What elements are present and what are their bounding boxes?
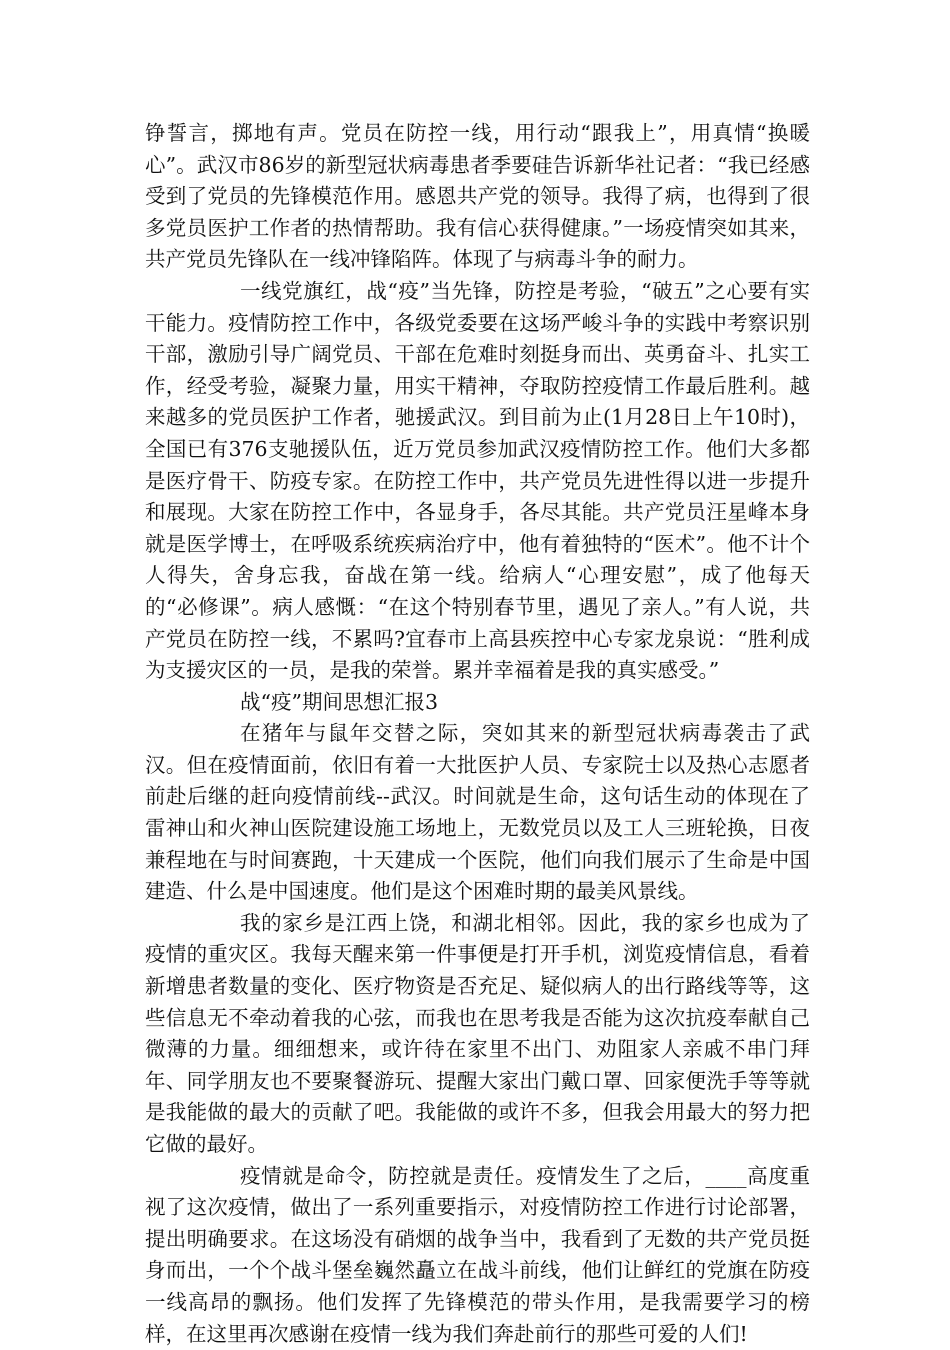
paragraph-frontline-party-flag: 一线党旗红，战“疫”当先锋，防控是考验，“破五”之心要有实干能力。疫情防控工作中，各级党委要在这场严峻斗争的实践中考察识别干部，激励引导广阔党员、干部在危难时刻挺身而出、英勇奋斗、扎实工作，经受考验，凝聚力量，用实干精神，夺取防控疫情工作最后胜利。越来越多的党员医护工作者，驰援武汉。到目前为止(1月28日上午10时)，全国已有376支驰援队伍，近万党员参加武汉疫情防控工作。他们大多都是医疗骨干、防疫专家。在防控工作中，共产党员先进性得以进一步提升和展现。大家在防控工作中，各显身手，各尽其能。共产党员汪星峰本身就是医学博士，在呼吸系统疾病治疗中，他有着独特的“医术”。他不计个人得失，舍身忘我，奋战在第一线。给病人“心理安慰”，成了他每天的“必修课”。病人感慨：“在这个特别春节里，遇见了亲人。”有人说，共产党员在防控一线，不累吗?宜春市上高县疾控中心专家龙泉说：“胜利成为支援灾区的一员，是我的荣誉。累并幸福着是我的真实感受。”	[145, 278, 810, 683]
paragraph-epidemic-command: 疫情就是命令，防控就是责任。疫情发生了之后，____高度重视了这次疫情，做出了一系列重要指示，对疫情防控工作进行讨论部署，提出明确要求。在这场没有硝烟的战争当中，我看到了无数的共产党员挺身而出，一个个战斗堡垒巍然矗立在战斗前线，他们让鲜红的党旗在防疫一线高昂的飘扬。他们发挥了先锋模范的带头作用，是我需要学习的榜样，在这里再次感谢在疫情一线为我们奔赴前行的那些可爱的人们!	[145, 1163, 810, 1346]
paragraph-continued: 铮誓言，掷地有声。党员在防控一线，用行动“跟我上”，用真情“换暖心”。武汉市86岁的新型冠状病毒患者季要硅告诉新华社记者：“我已经感受到了党员的先锋模范作用。感恩共产党的领导。我得了病，也得到了很多党员医护工作者的热情帮助。我有信心获得健康。”一场疫情突如其来，共产党员先锋队在一线冲锋陷阵。体现了与病毒斗争的耐力。	[145, 121, 810, 272]
document-body	[145, 118, 810, 1350]
paragraph-wuhan-outbreak: 在猪年与鼠年交替之际，突如其来的新型冠状病毒袭击了武汉。但在疫情面前，依旧有着一大批医护人员、专家院士以及热心志愿者前赴后继的赶向疫情前线--武汉。时间就是生命，这句话生动的体现在了雷神山和火神山医院建设施工场地上，无数党员以及工人三班轮换，日夜兼程地在与时间赛跑，十天建成一个医院，他们向我们展示了生命是中国建造、什么是中国速度。他们是这个困难时期的最美风景线。	[145, 721, 810, 904]
section-heading: 战“疫”期间思想汇报3	[240, 689, 439, 714]
paragraph-hometown: 我的家乡是江西上饶，和湖北相邻。因此，我的家乡也成为了疫情的重灾区。我每天醒来第一件事便是打开手机，浏览疫情信息，看着新增患者数量的变化、医疗物资是否充足、疑似病人的出行路线等等，这些信息无不牵动着我的心弦，而我也在思考我是否能为这次抗疫奉献自己微薄的力量。细细想来，或许待在家里不出门、劝阻家人亲戚不串门拜年、同学朋友也不要聚餐游玩、提醒大家出门戴口罩、回家便洗手等等就是我能做的最大的贡献了吧。我能做的或许不多，但我会用最大的努力把它做的最好。	[145, 910, 810, 1156]
